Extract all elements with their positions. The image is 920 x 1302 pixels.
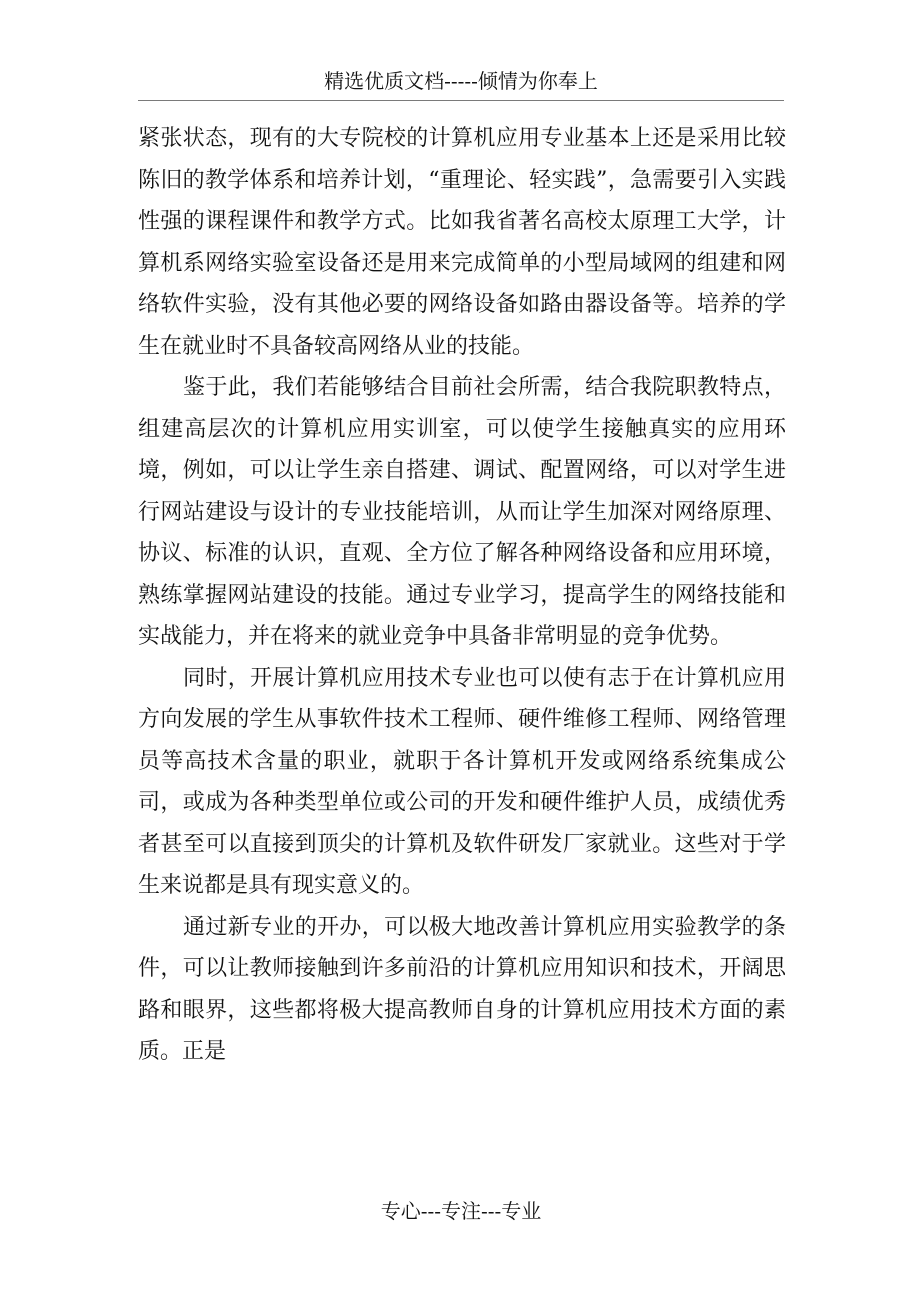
footer-text: 专心---专注---专业 [380, 1199, 542, 1223]
page-header [138, 66, 784, 101]
header-title: 精选优质文档-----倾情为你奉上 [324, 69, 598, 93]
page-footer [138, 1196, 784, 1226]
paragraph: 通过新专业的开办，可以极大地改善计算机应用实验教学的条件，可以让教师接触到许多前沿的计算机应用知识和技术，开阔思路和眼界，这些都将极大提高教师自身的计算机应用技术方面的素质。正是 [138, 914, 786, 1064]
paragraph-continued: 紧张状态，现有的大专院校的计算机应用专业基本上还是采用比较陈旧的教学体系和培养计划，“重理论、轻实践”，急需要引入实践性强的课程课件和教学方式。比如我省著名高校太原理工大学，计算机系网络实验室设备还是用来完成简单的小型局域网的组建和网络软件实验，没有其他必要的网络设备如路由器设备等。培养的学生在就业时不具备较高网络从业的技能。 [138, 126, 786, 359]
paragraph: 鉴于此，我们若能够结合目前社会所需，结合我院职教特点，组建高层次的计算机应用实训室，可以使学生接触真实的应用环境，例如，可以让学生亲自搭建、调试、配置网络，可以对学生进行网站建设与设计的专业技能培训，从而让学生加深对网络原理、协议、标准的认识，直观、全方位了解各种网络设备和应用环境，熟练掌握网站建设的技能。通过专业学习，提高学生的网络技能和实战能力，并在将来的就业竞争中具备非常明显的竞争优势。 [138, 375, 786, 649]
paragraph: 同时，开展计算机应用技术专业也可以使有志于在计算机应用方向发展的学生从事软件技术工程师、硬件维修工程师、网络管理员等高技术含量的职业，就职于各计算机开发或网络系统集成公司，或成为各种类型单位或公司的开发和硬件维护人员，成绩优秀者甚至可以直接到顶尖的计算机及软件研发厂家就业。这些对于学生来说都是具有现实意义的。 [138, 665, 786, 898]
document-body [138, 118, 786, 1073]
